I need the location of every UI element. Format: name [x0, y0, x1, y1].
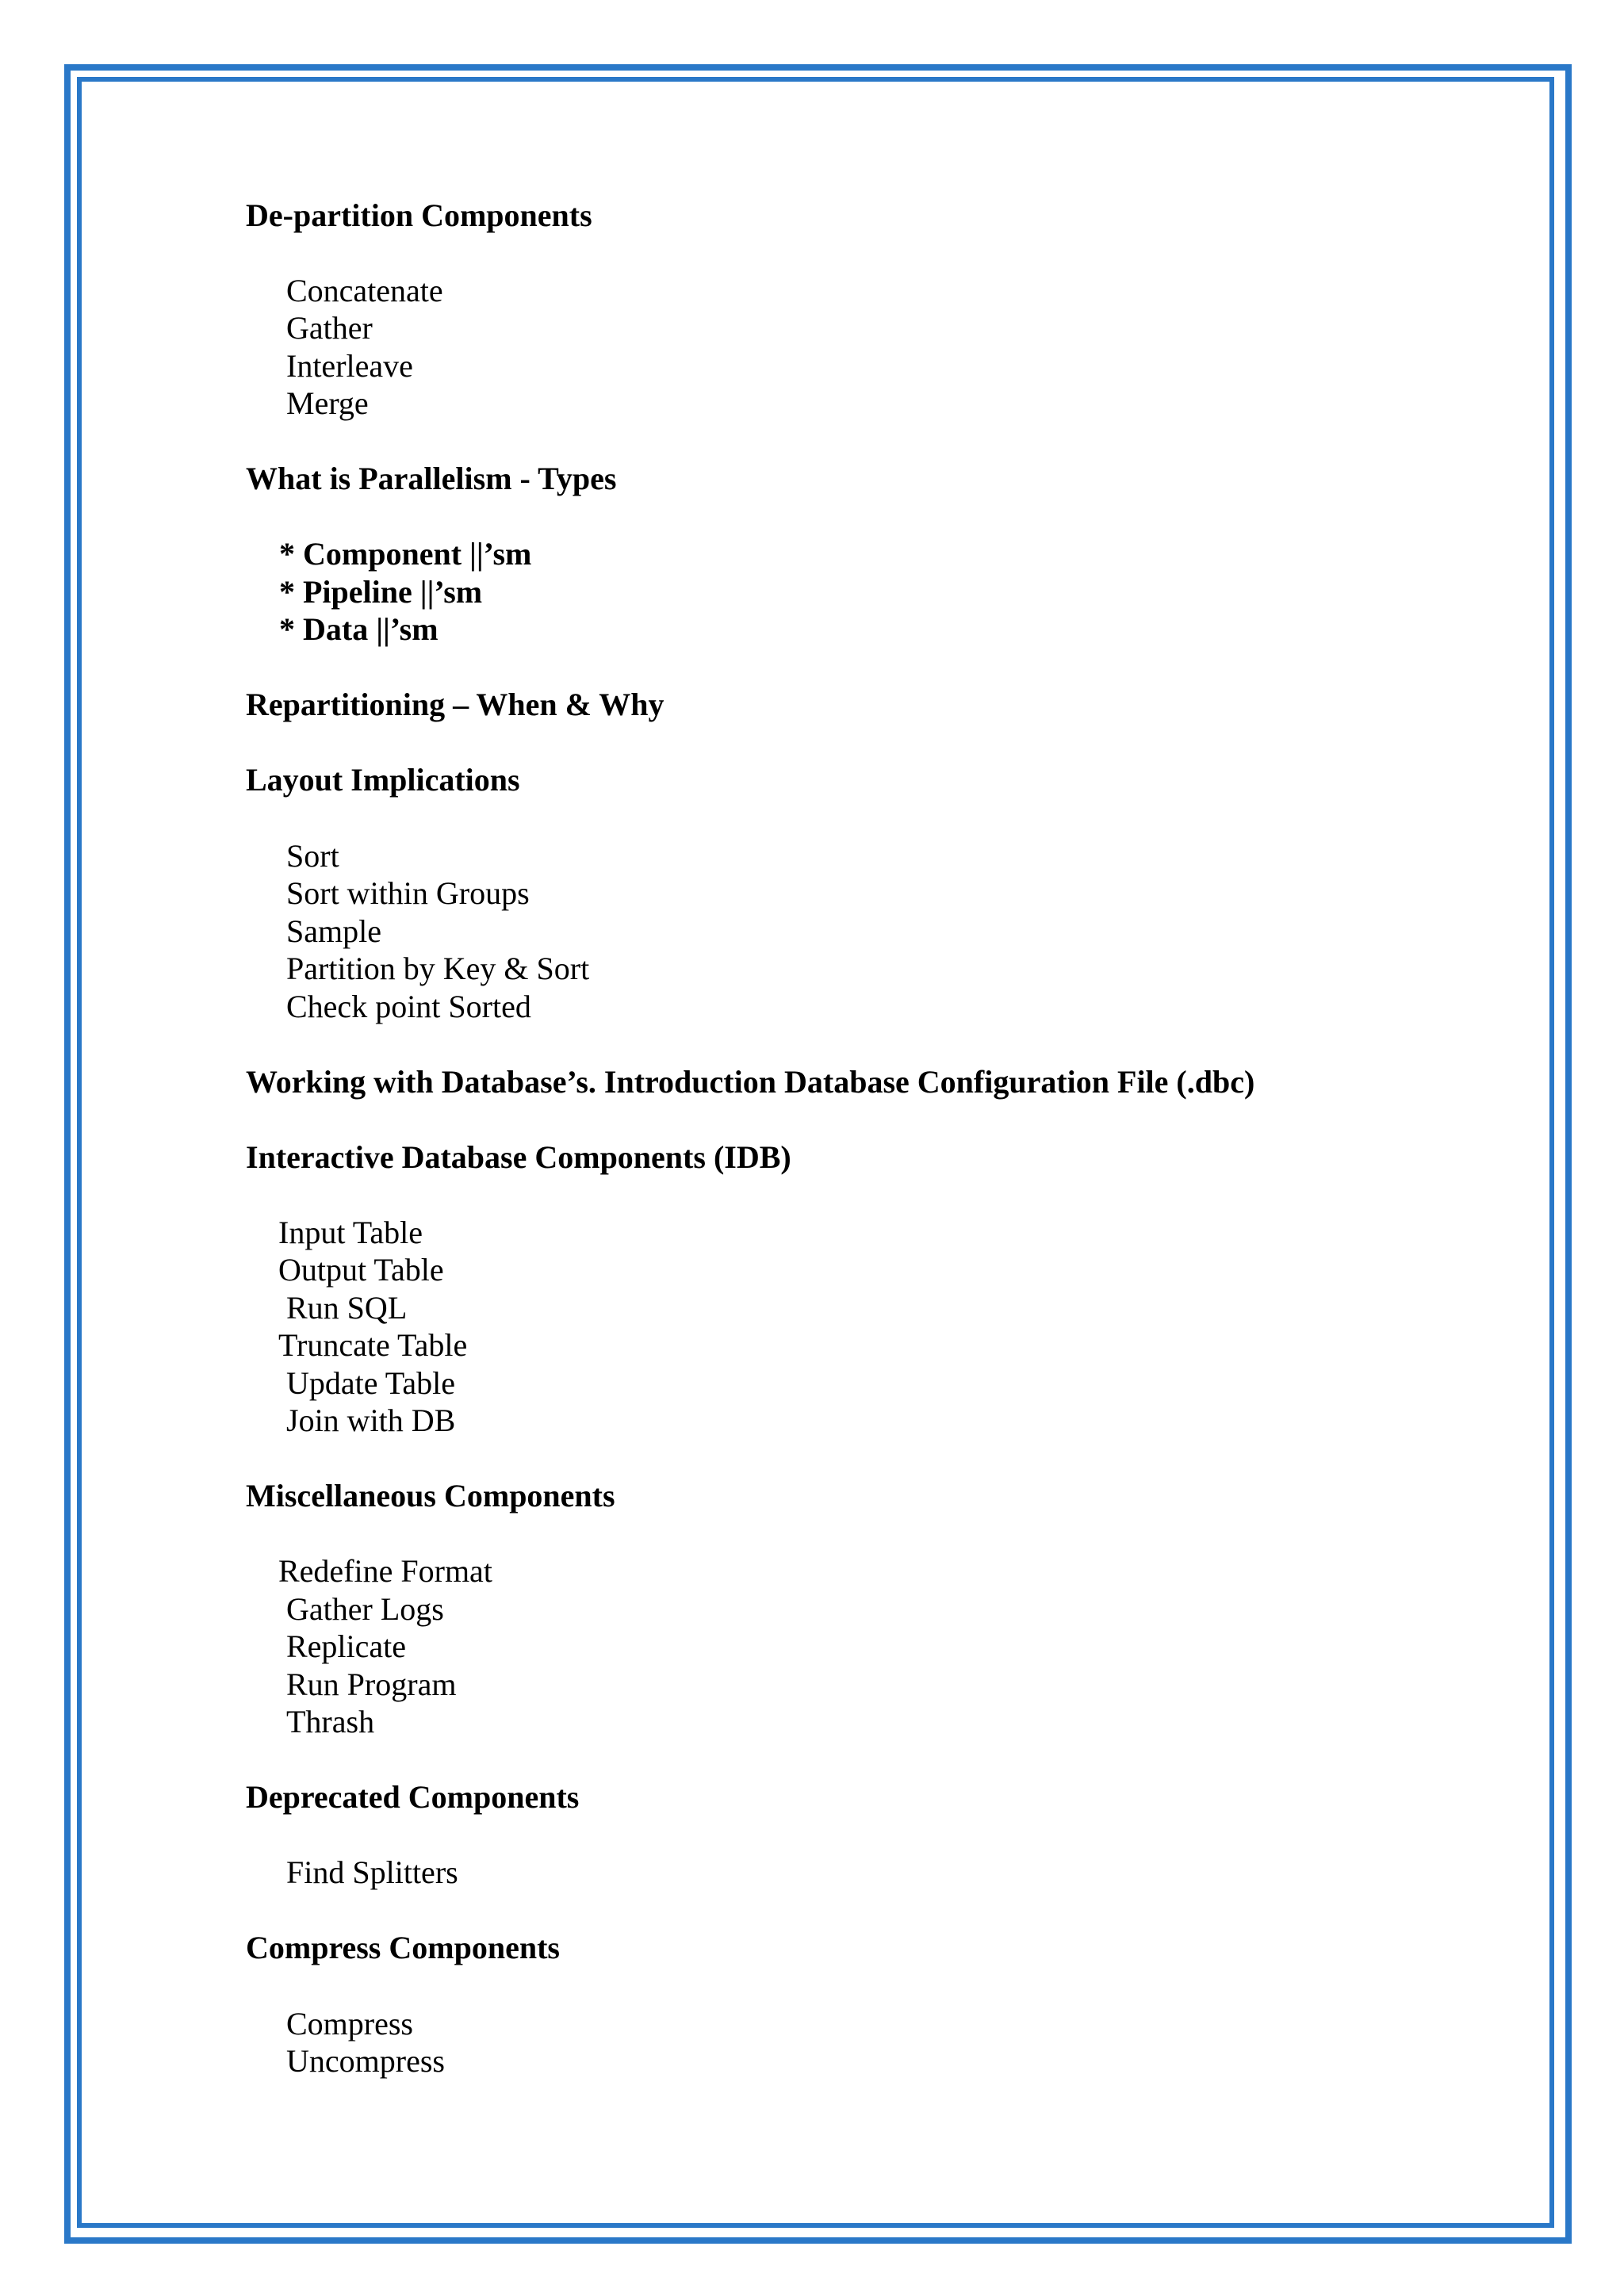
list-item: Merge: [286, 385, 369, 421]
list-item: Gather Logs: [286, 1591, 444, 1627]
list-item: Run Program: [286, 1667, 457, 1702]
list-item: Compress: [286, 2006, 413, 2042]
list-item: Join with DB: [286, 1402, 456, 1438]
list-item: Partition by Key & Sort: [286, 951, 590, 986]
list-item: Sample: [286, 913, 381, 949]
list-item: Uncompress: [286, 2043, 445, 2079]
list-item: Replicate: [286, 1628, 407, 1664]
list-item: Input Table: [278, 1215, 423, 1250]
list-item: Check point Sorted: [286, 989, 531, 1024]
section-heading: Repartitioning – When & Why: [246, 687, 665, 722]
section-heading: Deprecated Components: [246, 1779, 580, 1815]
list-item: * Data ||’sm: [279, 611, 439, 647]
list-item: Find Splitters: [286, 1854, 458, 1890]
list-item: Update Table: [286, 1365, 456, 1401]
list-item: Output Table: [278, 1252, 444, 1288]
section-heading: Working with Database’s. Introduction Database Configuration File (.dbc): [246, 1064, 1255, 1100]
list-item: Run SQL: [286, 1290, 408, 1326]
section-heading: What is Parallelism - Types: [246, 461, 617, 496]
list-item: Thrash: [286, 1704, 375, 1739]
list-item: Gather: [286, 310, 373, 346]
section-heading: Miscellaneous Components: [246, 1478, 615, 1513]
list-item: * Component ||’sm: [279, 536, 532, 572]
list-item: * Pipeline ||’sm: [279, 574, 483, 610]
list-item: Truncate Table: [278, 1327, 468, 1363]
list-item: Sort: [286, 838, 339, 874]
list-item: Concatenate: [286, 273, 443, 308]
list-item: Redefine Format: [278, 1553, 492, 1589]
list-item: Interleave: [286, 348, 413, 384]
list-item: Sort within Groups: [286, 875, 530, 911]
section-heading: De-partition Components: [246, 197, 592, 233]
section-heading: Compress Components: [246, 1930, 560, 1965]
section-heading: Interactive Database Components (IDB): [246, 1139, 791, 1175]
section-heading: Layout Implications: [246, 762, 520, 798]
